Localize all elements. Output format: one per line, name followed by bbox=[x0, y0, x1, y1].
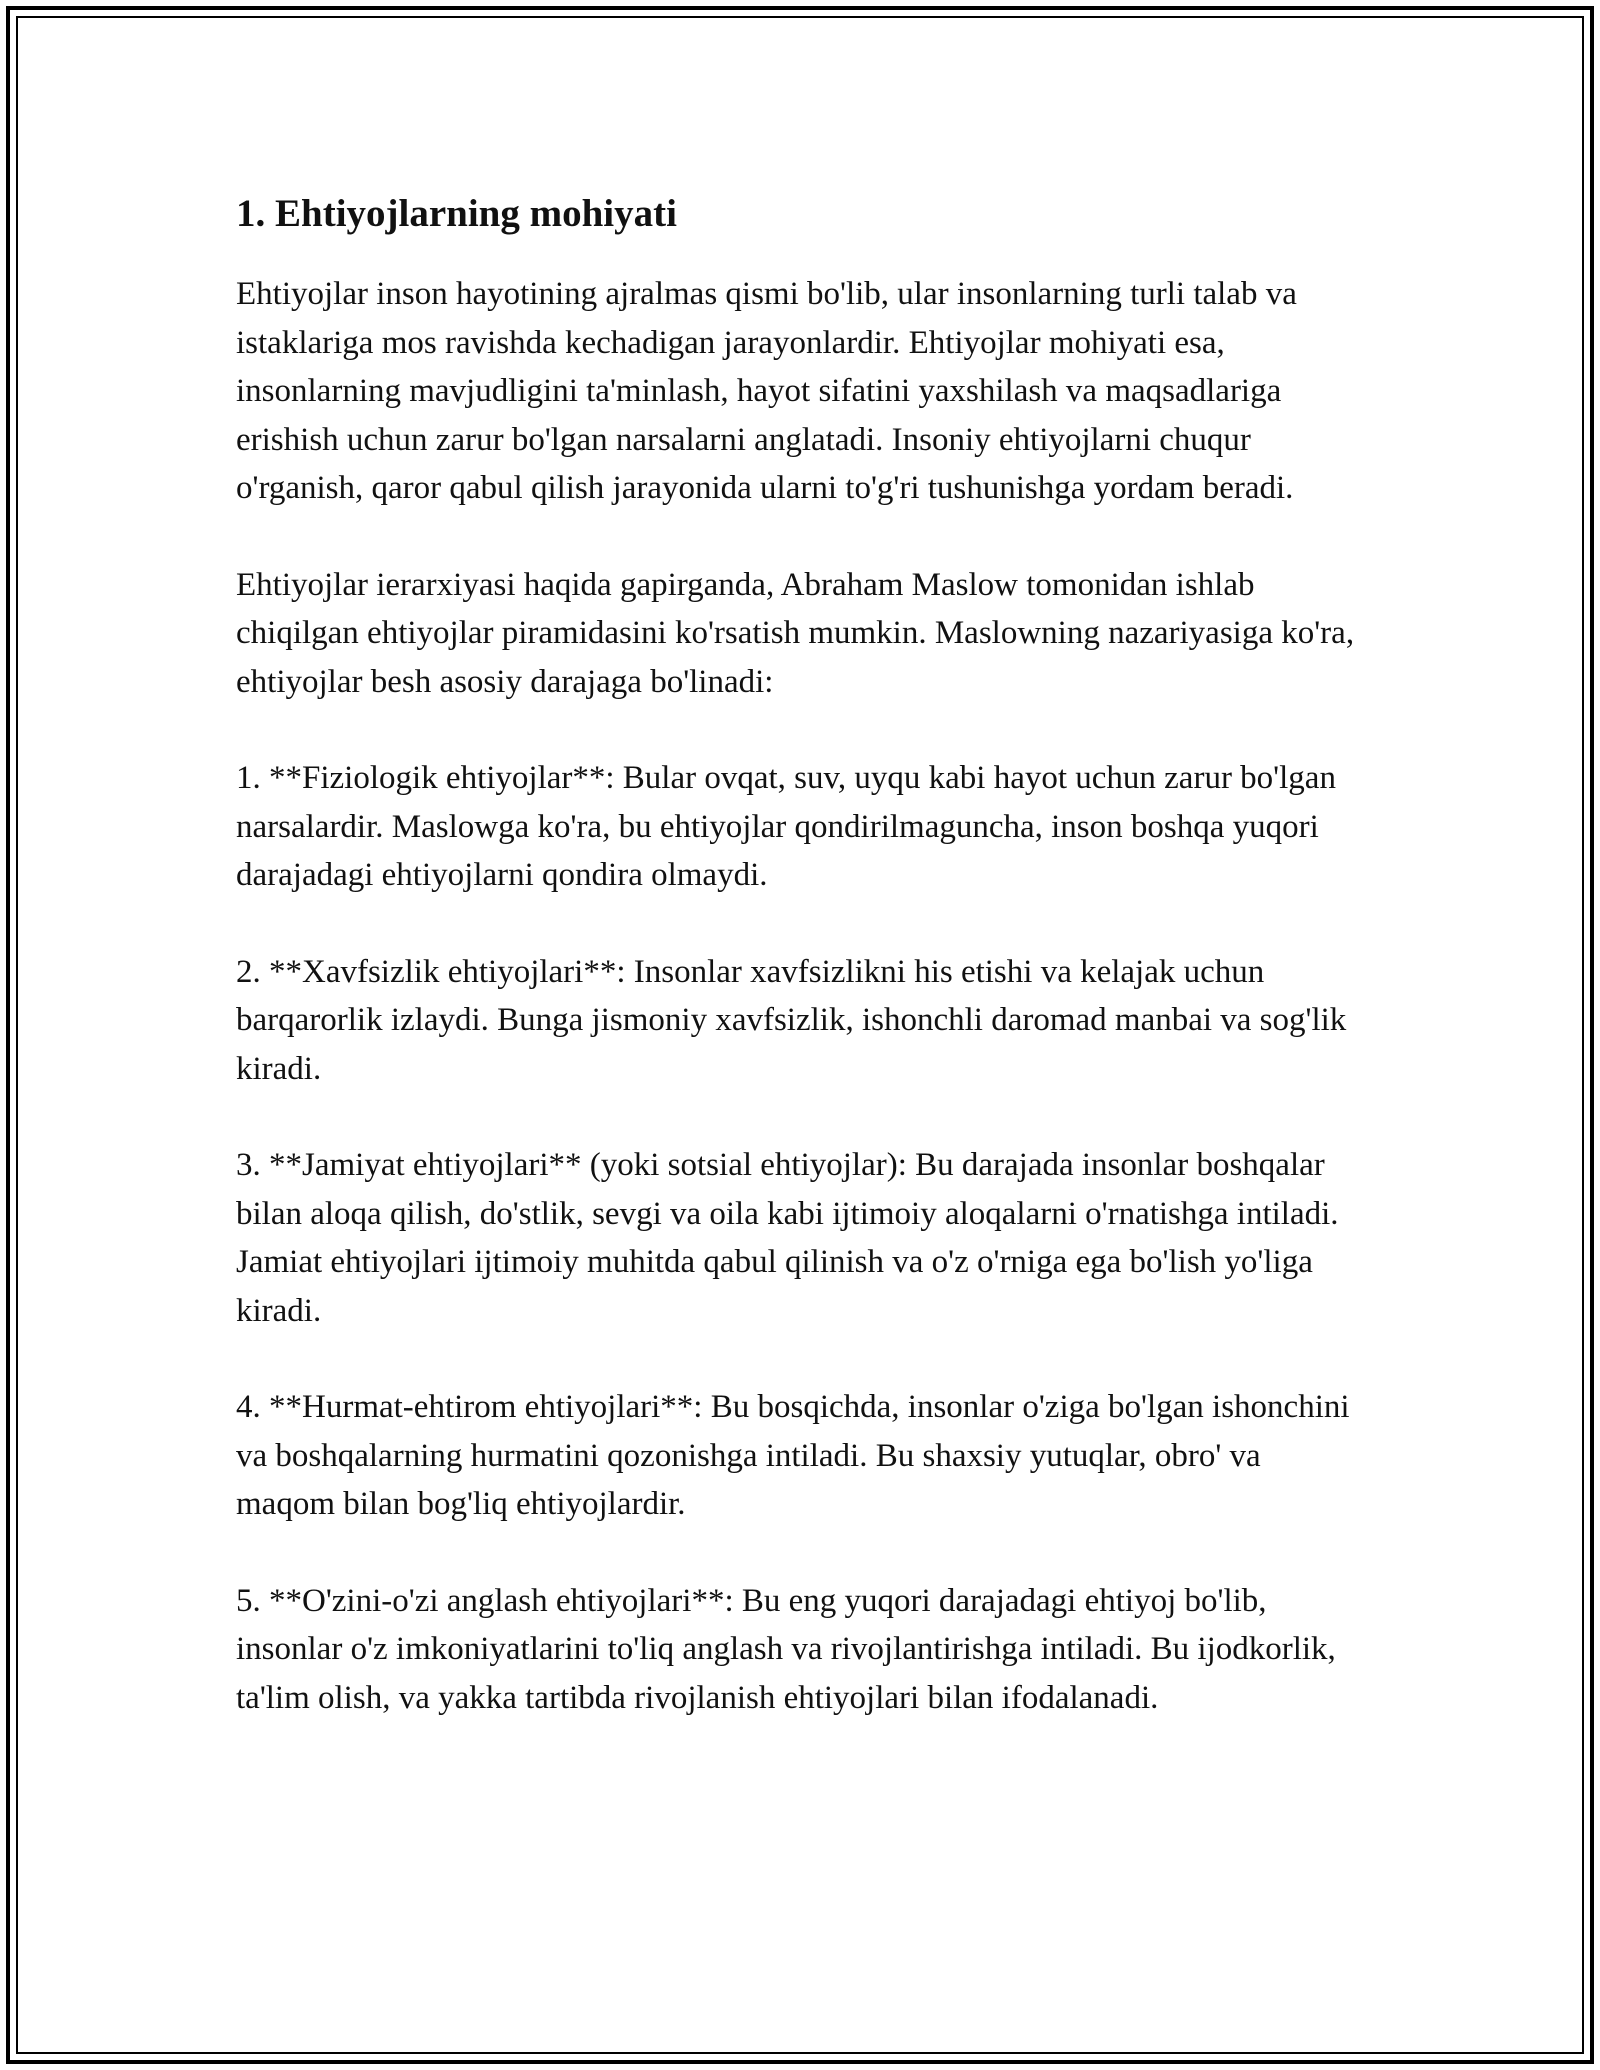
list-item-esteem-needs: 4. **Hurmat-ehtirom ehtiyojlari**: Bu bosqichda, insonlar o'ziga bo'lgan ishonchini va boshqalarning hurmatini qozonishga intiladi. Bu shaxsiy yutuqlar, obro' va maqom bilan bog'liq ehtiyojlardir. bbox=[236, 1389, 1350, 1522]
paragraph-maslow-hierarchy: Ehtiyojlar ierarxiyasi haqida gapirganda, Abraham Maslow tomonidan ishlab chiqilgan ehtiyojlar piramidasini ko'rsatish mumkin. Maslowning nazariyasiga ko'ra, ehtiyojlar besh asosiy darajaga bo'linadi: bbox=[236, 566, 1355, 700]
paragraph-intro: Ehtiyojlar inson hayotining ajralmas qismi bo'lib, ular insonlarning turli talab va istaklariga mos ravishda kechadigan jarayonlardir. Ehtiyojlar mohiyati esa, insonlarning mavjudligini ta'minlash, hayot sifatini yaxshilash va maqsadlariga erishish uchun zarur bo'lgan narsalarni anglatadi. Insoniy ehtiyojlarni chuqur o'rganish, qaror qabul qilish jarayonida ularni to'g'ri tushunishga yordam beradi. bbox=[236, 276, 1297, 506]
list-item-physiological-needs: 1. **Fiziologik ehtiyojlar**: Bular ovqat, suv, uyqu kabi hayot uchun zarur bo'lgan narsalardir. Maslowga ko'ra, bu ehtiyojlar qondirilmaguncha, inson boshqa yuqori darajadagi ehtiyojlarni qondira olmaydi. bbox=[236, 760, 1336, 893]
list-item-safety-needs: 2. **Xavfsizlik ehtiyojlari**: Insonlar xavfsizlikni his etishi va kelajak uchun barqarorlik izlaydi. Bunga jismoniy xavfsizlik, ishonchli daromad manbai va sog'lik kiradi. bbox=[236, 953, 1347, 1087]
document-body bbox=[236, 186, 1366, 1722]
list-item-social-needs: 3. **Jamiyat ehtiyojlari** (yoki sotsial ehtiyojlar): Bu darajada insonlar boshqalar bilan aloqa qilish, do'stlik, sevgi va oila kabi ijtimoiy aloqalarni o'rnatishga intiladi. Jamiat ehtiyojlari ijtimoiy muhitda qabul qilinish va o'z o'rniga ega bo'lish yo'liga kiradi. bbox=[236, 1147, 1339, 1329]
list-item-self-actualization-needs: 5. **O'zini-o'zi anglash ehtiyojlari**: Bu eng yuqori darajadagi ehtiyoj bo'lib, insonlar o'z imkoniyatlarini to'liq anglash va rivojlantirishga intiladi. Bu ijodkorlik, ta'lim olish, va yakka tartibda rivojlanish ehtiyojlari bilan ifodalanadi. bbox=[236, 1582, 1336, 1716]
section-heading: 1. Ehtiyojlarning mohiyati bbox=[236, 192, 677, 235]
